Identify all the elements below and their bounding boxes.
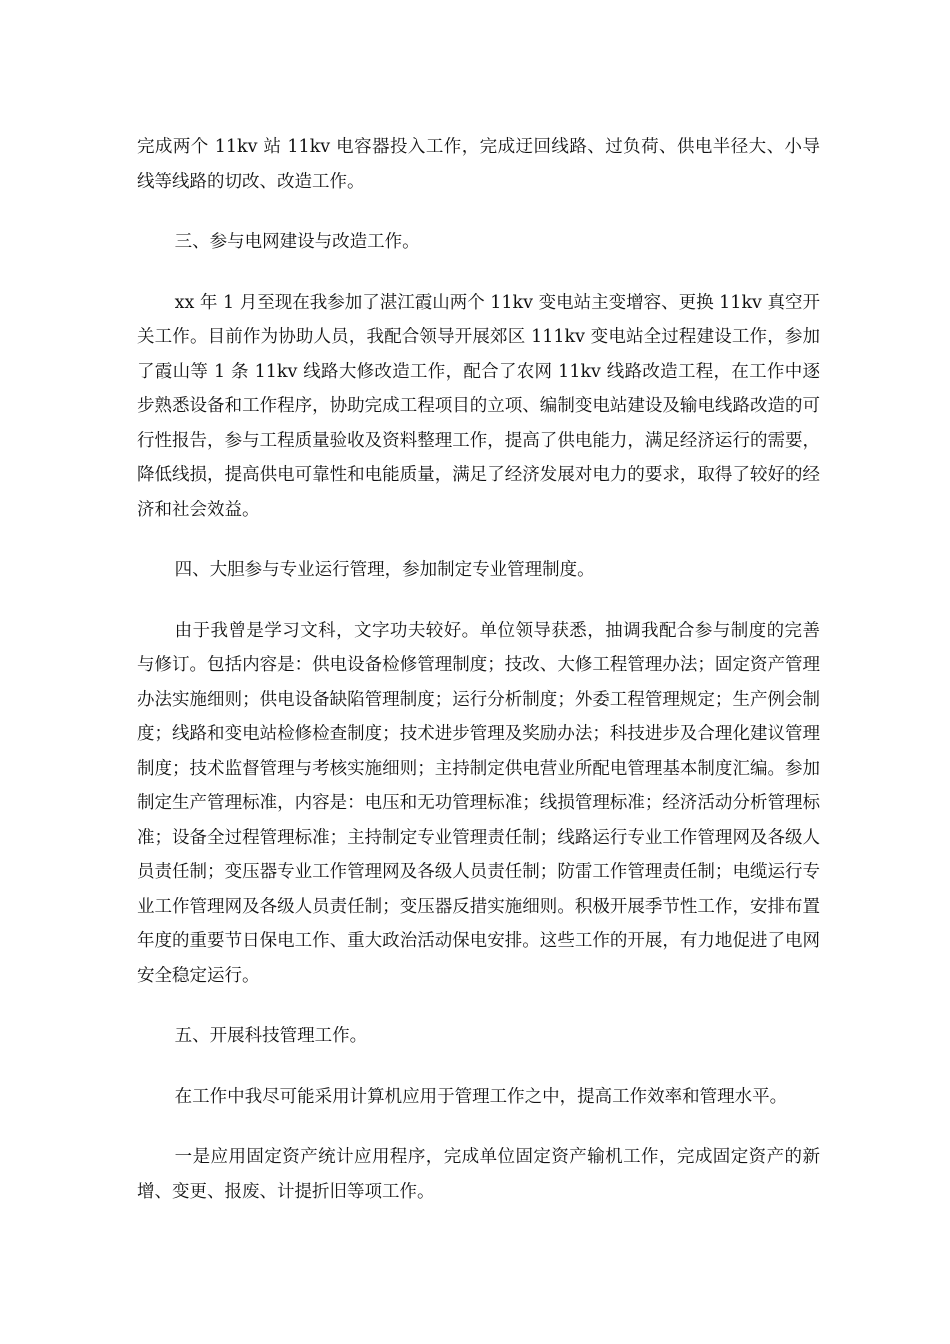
paragraph-continuation: 完成两个 11kv 站 11kv 电容器投入工作，完成迂回线路、过负荷、供电半径大、小导线等线路的切改、改造工作。: [137, 137, 820, 192]
document-body: [137, 130, 820, 1235]
section-heading-4: 四、大胆参与专业运行管理，参加制定专业管理制度。: [174, 560, 595, 580]
paragraph-grid-construction: xx 年 1 月至现在我参加了湛江霞山两个 11kv 变电站主变增容、更换 11kv 真空开关工作。目前作为协助人员，我配合领导开展郊区 111kv 变电站全过程建设工作，参加了霞山等 1 条 11kv 线路大修改造工作，配合了农网 11kv 线路改造工程，在工作中逐步熟悉设备和工作程序，协助完成工程项目的立项、编制变电站建设及输电线路改造的可行性报告，参与工程质量验收及资料整理工作，提高了供电能力，满足经济运行的需要，降低线损，提高供电可靠性和电能质量，满足了经济发展对电力的要求，取得了较好的经济和社会效益。: [137, 292, 820, 520]
paragraph-computer-application: 在工作中我尽可能采用计算机应用于管理工作之中，提高工作效率和管理水平。: [174, 1086, 788, 1107]
section-heading-3: 三、参与电网建设与改造工作。: [174, 232, 420, 252]
paragraph-management-systems: 由于我曾是学习文科，文字功夫较好。单位领导获悉，抽调我配合参与制度的完善与修订。包括内容是：供电设备检修管理制度；技改、大修工程管理办法；固定资产管理办法实施细则；供电设备缺陷管理制度；运行分析制度；外委工程管理规定；生产例会制度；线路和变电站检修检查制度；技术进步管理及奖励办法；科技进步及合理化建议管理制度；技术监督管理与考核实施细则；主持制定供电营业所配电管理基本制度汇编。参加制定生产管理标准，内容是：电压和无功管理标准；线损管理标准；经济活动分析管理标准；设备全过程管理标准；主持制定专业管理责任制；线路运行专业工作管理网及各级人员责任制；变压器专业工作管理网及各级人员责任制；防雷工作管理责任制；电缆运行专业工作管理网及各级人员责任制；变压器反措实施细则。积极开展季节性工作，安排布置年度的重要节日保电工作、重大政治活动保电安排。这些工作的开展，有力地促进了电网安全稳定运行。: [137, 620, 820, 986]
paragraph-fixed-assets: 一是应用固定资产统计应用程序，完成单位固定资产输机工作，完成固定资产的新增、变更、报废、计提折旧等项工作。: [137, 1147, 820, 1202]
section-heading-5: 五、开展科技管理工作。: [174, 1026, 368, 1046]
